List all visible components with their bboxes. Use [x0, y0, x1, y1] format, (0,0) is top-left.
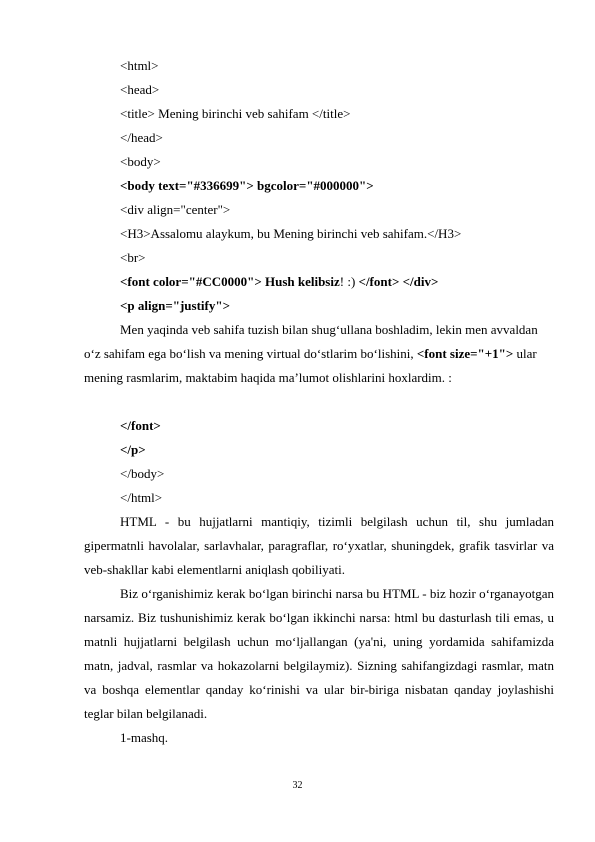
code-line: <html>: [120, 58, 159, 73]
code-line: <title> Mening birinchi veb sahifam </title>: [120, 106, 351, 121]
paragraph-learning: Biz o‘rganishimiz kerak bo‘lgan birinchi narsa bu HTML - biz hozir o‘rganayotgan narsamiz. Biz tushunishimiz kerak bo‘lgan ikkinchi narsa: html bu dasturlash tili emas, u matnli hujjatlarni belgilash uchun mo‘ljallangan (ya'ni, uning yordamida sahifamizda matn, jadval, rasmlar va hokazolarni belgilaymiz). Sizning sahifangizdagi rasmlar, matn va boshqa elementlar qanday ko‘rinishi va ular bir-biriga nisbatan qanday joylashishi teglar bilan belgilanadi.: [84, 586, 554, 721]
code-line: <div align="center">: [120, 202, 231, 217]
code-line: </html>: [120, 490, 163, 505]
paragraph-body: [84, 318, 554, 390]
code-line: </p>: [120, 442, 146, 457]
code-fragment: <font color="#CC0000"> Hush kelibsiz: [120, 274, 340, 289]
code-line: </head>: [120, 130, 163, 145]
code-line: <body text="#336699"> bgcolor="#000000">: [120, 178, 374, 193]
code-line: </font>: [120, 418, 161, 433]
paragraph-tag: <font size="+1">: [416, 346, 514, 361]
paragraph-text: ular mening rasmlarim, maktabim haqida ma’lumot olishlarini hoxlardim. :: [84, 346, 537, 385]
html-code-listing: [120, 54, 560, 318]
code-line: <head>: [120, 82, 160, 97]
paragraph-text: Men yaqinda veb sahifa tuzish bilan shug‘ullana boshladim, lekin men avvaldan o‘z sahifam ega bo‘lish va mening virtual do‘stlarim bo‘lishini,: [84, 322, 538, 361]
html-code-closing: [120, 414, 560, 510]
paragraph-html-definition: HTML - bu hujjatlarni mantiqiy, tizimli belgilash uchun til, shu jumladan gipermatnli havolalar, sarlavhalar, paragraflar, ro‘yxatlar, shuningdek, grafik tasvirlar va veb-shakllar kabi elementlarni aniqlash qobiliyati.: [84, 514, 554, 577]
code-line: <br>: [120, 250, 146, 265]
page-number: 32: [292, 780, 303, 791]
code-line: <body>: [120, 154, 161, 169]
code-line: </body>: [120, 466, 165, 481]
code-line: <H3>Assalomu alaykum, bu Mening birinchi veb sahifam.</H3>: [120, 226, 462, 241]
code-line: [120, 270, 560, 294]
code-fragment: ! :): [339, 274, 359, 289]
exercise-label: 1-mashq.: [120, 730, 169, 745]
code-line: <p align="justify">: [120, 298, 230, 313]
code-fragment: </font> </div>: [358, 274, 439, 289]
